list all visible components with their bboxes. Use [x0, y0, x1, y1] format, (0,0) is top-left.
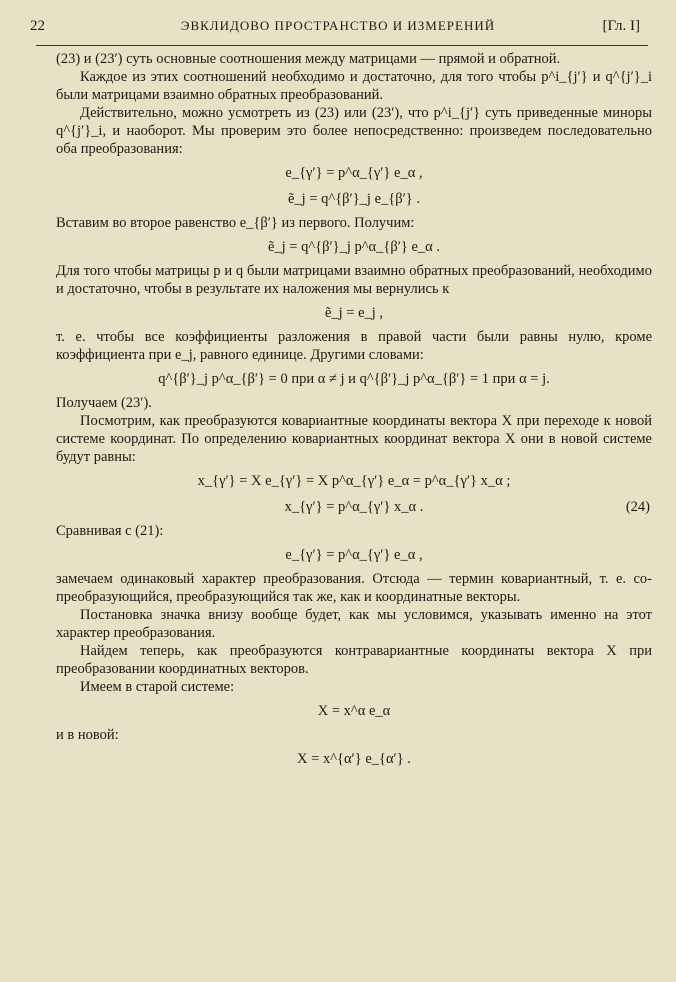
paragraph: Для того чтобы матрицы p и q были матрицами взаимно обратных преобразований, необходимо и достаточно, чтобы в результате их наложения мы вернулись к [56, 263, 652, 297]
page-number: 22 [30, 18, 45, 34]
formula: X = x^α e_α [317, 703, 391, 719]
page-header [0, 18, 676, 44]
paragraph: Постановка значка внизу вообще будет, как мы условимся, указывать именно на этот характер преобразования. [56, 607, 652, 641]
paragraph: т. е. чтобы все коэффициенты разложения в правой части были равны нулю, кроме коэффициента при e_j, равного единице. Другими словами: [56, 329, 652, 363]
running-title: ЭВКЛИДОВО ПРОСТРАНСТВО И ИЗМЕРЕНИЙ [180, 18, 496, 33]
paragraph: Получаем (23′). [56, 395, 152, 411]
formula: q^{β′}_j p^α_{β′} = 0 при α ≠ j и q^{β′}_j p^α_{β′} = 1 при α = j. [158, 371, 550, 387]
paragraph: замечаем одинаковый характер преобразования. Отсюда — термин ковариантный, т. е. со-преобразующийся, преобразующийся так же, как и координатные векторы. [56, 571, 652, 605]
paragraph: Вставим во второе равенство e_{β′} из первого. Получим: [56, 215, 415, 231]
chapter-label: [Гл. I] [602, 18, 640, 34]
paragraph: (23) и (23′) суть основные соотношения между матрицами — прямой и обратной. [56, 51, 561, 67]
formula: X = x^{α′} e_{α′} . [297, 751, 411, 767]
formula: ẽ_j = q^{β′}_j e_{β′} . [288, 191, 420, 207]
formula: ẽ_j = q^{β′}_j p^α_{β′} e_α . [267, 239, 441, 255]
paragraph: Имеем в старой системе: [80, 679, 235, 695]
formula-numbered [56, 496, 652, 518]
formula: x_{γ′} = X e_{γ′} = X p^α_{γ′} e_α = p^α_{γ′} x_α ; [197, 473, 511, 489]
paragraph: Сравнивая с (21): [56, 523, 164, 539]
formula: ẽ_j = e_j , [324, 305, 384, 321]
header-rule [36, 45, 648, 46]
formula: x_{γ′} = p^α_{γ′} x_α . [284, 499, 424, 515]
paragraph: Действительно, можно усмотреть из (23) или (23′), что p^i_{j′} суть приведенные миноры q^{j′}_i, и наоборот. Мы проверим это более непосредственно: произведем последовательно оба преобразования: [56, 105, 652, 157]
paragraph: и в новой: [56, 727, 119, 743]
formula: e_{γ′} = p^α_{γ′} e_α , [285, 547, 423, 563]
equation-number: (24) [625, 499, 650, 515]
paragraph: Посмотрим, как преобразуются ковариантные координаты вектора X при переходе к новой системе координат. По определению ковариантных координат вектора X они в новой системе будут равны: [56, 413, 652, 465]
paragraph: Найдем теперь, как преобразуются контравариантные координаты вектора X при преобразовании координатных векторов. [56, 643, 652, 677]
paragraph: Каждое из этих соотношений необходимо и достаточно, для того чтобы p^i_{j′} и q^{j′}_i были матрицами взаимно обратных преобразований. [56, 69, 652, 103]
formula: e_{γ′} = p^α_{γ′} e_α , [285, 165, 423, 181]
page-body [56, 50, 652, 774]
